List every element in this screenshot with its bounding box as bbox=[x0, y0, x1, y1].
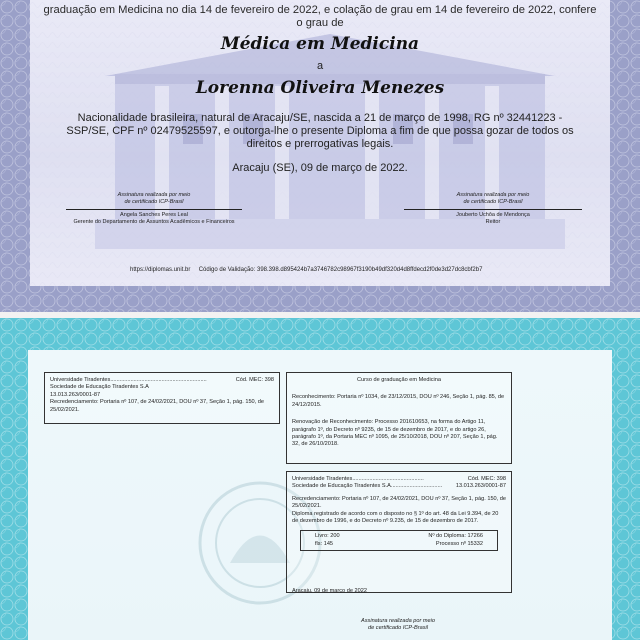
maintainer-name: Sociedade de Educação Tiradentes S.A................................. bbox=[292, 483, 443, 490]
processo-number: Processo nº 15332 bbox=[435, 540, 483, 547]
course-title: Curso de graduação em Medicina bbox=[357, 377, 441, 383]
renovacao-text: Renovação de Reconhecimento: Processo 201610653, na forma do Artigo 11, parágrafo 1º, do Decreto nº 9235, de 15 de dezembro de 2017, e do artigo 26, parágrafo 1º, da Portaria MEC nº 1095, de 25/10/2018, DOU nº 207, Seção 1, pág. 32, de 26/10/2018. bbox=[292, 419, 498, 448]
diploma-number: Nº do Diploma: 17266 bbox=[428, 533, 483, 540]
validation-code: Código de Validação: 398.398.d895424b7a3746782c98967f3190b49df320d4d8ffdecd2f0de3d27dc8cbf2b7 bbox=[198, 267, 483, 273]
maintainer-cnpj: 13.013.263/0001-87 bbox=[455, 483, 506, 490]
mec-code: Cód. MEC: 398 bbox=[235, 377, 274, 383]
institution-box bbox=[44, 372, 280, 424]
folha-number: fls: 145 bbox=[315, 540, 334, 547]
maintainer-cnpj: 13.013.263/0001-87 bbox=[50, 391, 101, 398]
registro-text: Diploma registrado de acordo com o disposto no § 1º do art. 48 da Lei 9.394, de 20 de dezembro de 1996, e do Decreto nº 9.235, de 15 de dezembro de 2017. bbox=[292, 510, 499, 525]
signer-role: Reitor bbox=[485, 219, 501, 225]
registration-box bbox=[286, 471, 512, 593]
recredenciamento-text: Recredenciamento: Portaria nº 107, de 24/02/2021, DOU nº 37, Seção 1, pág. 150, de 25/02/2021. bbox=[50, 399, 264, 413]
connector-text: a bbox=[316, 60, 324, 72]
livro-number: Livro: 200 bbox=[315, 533, 340, 540]
signature-note: Assinatura realizada por meio bbox=[456, 192, 530, 198]
maintainer-name: Sociedade de Educação Tiradentes S.A bbox=[50, 384, 149, 391]
signer-name: Angela Sanches Peres Leal bbox=[120, 212, 188, 218]
signature-line bbox=[404, 209, 582, 210]
graduate-name: Lorenna Oliveira Menezes bbox=[195, 78, 445, 98]
registration-details bbox=[300, 530, 498, 551]
signer-role: Gerente do Departamento de Assuntos Acadêmicos e Financeiros bbox=[73, 219, 235, 225]
graduate-details-paragraph: Nacionalidade brasileira, natural de Aracaju/SE, nascida a 21 de março de 1998, RG nº 32441223 - SSP/SE, CPF nº 02479525597, e outorga-lhe o presente Diploma a fim de que possa gozar de todos os direitos e prerrogativas legais. bbox=[66, 112, 574, 150]
issue-place-date: Aracaju (SE), 09 de março de 2022. bbox=[232, 162, 408, 174]
diploma-url-link[interactable]: https://diplomas.unit.br bbox=[130, 267, 191, 273]
validation-footer bbox=[130, 267, 530, 273]
reconhecimento-text: Reconhecimento: Portaria nº 1034, de 23/12/2015, DOU nº 246, Seção 1, pág. 85, de 24/12/2015. bbox=[292, 394, 505, 408]
signature-left bbox=[66, 192, 242, 226]
back-date: Aracaju, 09 de março de 2022 bbox=[292, 588, 367, 594]
recredenciamento-text: Recredenciamento: Portaria nº 107, de 24/02/2021, DOU nº 37, Seção 1, pág. 150, de 25/02/2021. bbox=[292, 495, 506, 510]
mec-code: Cód. MEC: 398 bbox=[467, 476, 506, 482]
back-signature-note bbox=[338, 618, 458, 633]
signature-note: de certificado ICP-Brasil bbox=[368, 625, 428, 632]
signature-right bbox=[404, 192, 582, 226]
diploma-intro-line: graduação em Medicina no dia 14 de fevereiro de 2022, e colação de grau em 14 de fevereiro de 2022, confere o grau de bbox=[43, 4, 597, 29]
institution-name: Universidade Tiradentes.............................................. bbox=[292, 476, 424, 482]
signature-note: de certificado ICP-Brasil bbox=[463, 199, 523, 205]
signature-note: de certificado ICP-Brasil bbox=[124, 199, 184, 205]
signature-note: Assinatura realizada por meio bbox=[361, 618, 435, 624]
course-box bbox=[286, 372, 512, 464]
signature-line bbox=[66, 209, 242, 210]
degree-title: Médica em Medicina bbox=[220, 34, 420, 54]
signature-note: Assinatura realizada por meio bbox=[117, 192, 191, 198]
diploma-front bbox=[0, 0, 640, 312]
signer-name: Jouberto Uchôa de Mendonça bbox=[456, 212, 530, 218]
institution-name: Universidade Tiradentes.............................................................. bbox=[50, 377, 207, 383]
